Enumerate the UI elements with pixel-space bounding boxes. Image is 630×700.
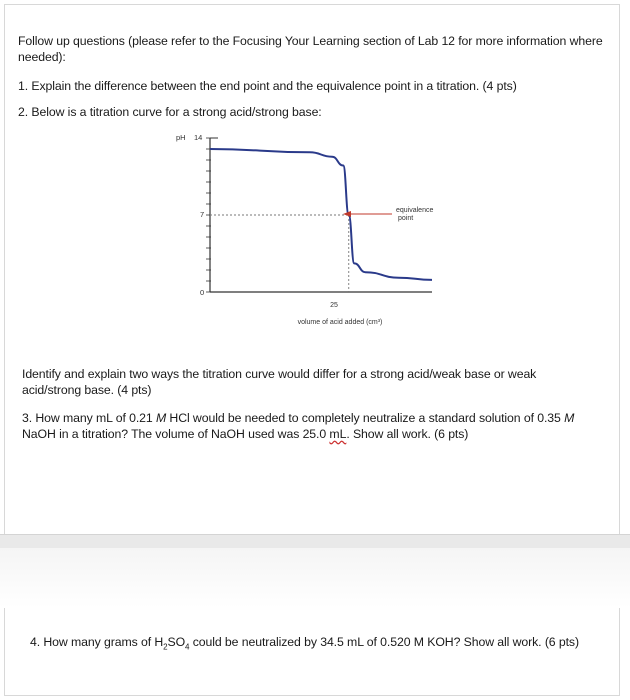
x-tick-label-25: 25 <box>330 302 338 309</box>
question-1: 1. Explain the difference between the end point and the equivalence point in a titration. (4 pts) <box>18 79 517 93</box>
q3-text-d: . Show all work. (6 pts) <box>346 427 469 441</box>
titration-curve-chart <box>150 120 470 340</box>
q4-sub-1: 2 <box>163 642 168 652</box>
q4-text-a: 4. How many grams of H <box>30 635 164 649</box>
q3-ml-spellcheck: mL <box>329 427 347 441</box>
q3-molar-2: M <box>564 411 575 425</box>
y-tick-label-7: 7 <box>200 210 205 219</box>
y-tick-label-14: 14 <box>194 133 203 142</box>
question-2-followup: Identify and explain two ways the titration curve would differ for a strong acid/weak base or weak acid/strong base. (4 pts) <box>22 367 537 397</box>
q3-text-a: 3. How many mL of 0.21 <box>22 411 156 425</box>
q4-sub-2: 4 <box>185 642 190 652</box>
equivalence-point-label: equivalence point <box>396 207 434 222</box>
q4-text-b: SO <box>167 635 186 649</box>
question-4 <box>30 634 605 655</box>
q3-molar-1: M <box>155 411 167 425</box>
x-axis-label: volume of acid added (cm³) <box>297 319 383 326</box>
divider-shadow <box>0 548 630 608</box>
q3-text-c: NaOH in a titration? The volume of NaOH used was 25.0 <box>22 427 330 441</box>
q3-text-b: HCl would be needed to completely neutralize a standard solution of 0.35 <box>166 411 565 425</box>
q4-text-c: could be neutralized by 34.5 mL of 0.520 M KOH? Show all work. (6 pts) <box>189 635 579 649</box>
question-3 <box>22 410 602 442</box>
question-2: 2. Below is a titration curve for a strong acid/strong base: <box>18 105 322 119</box>
y-axis-label: pH <box>176 133 186 142</box>
intro-text: Follow up questions (please refer to the Focusing Your Learning section of Lab 12 for more information where needed): <box>18 34 603 64</box>
y-tick-label-0: 0 <box>200 288 205 297</box>
